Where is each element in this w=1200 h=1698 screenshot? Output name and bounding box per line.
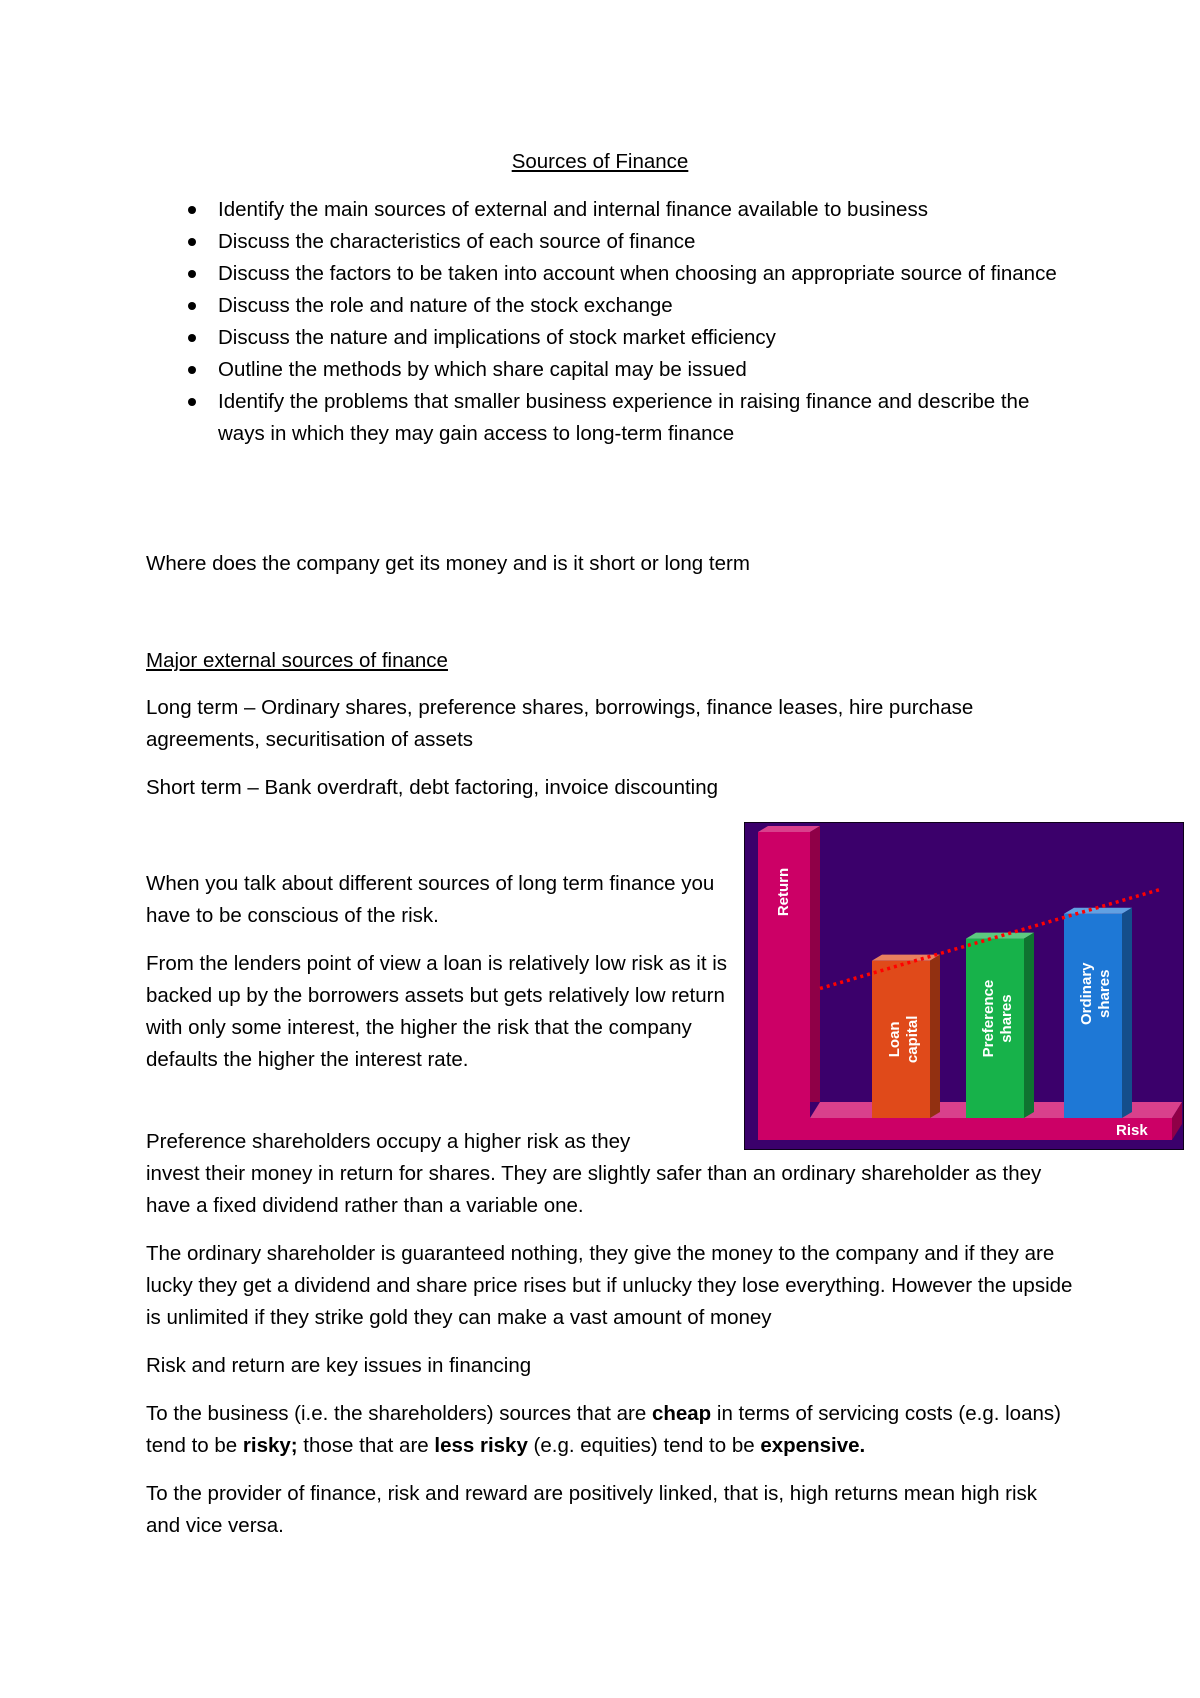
bar-label-line: Preference [980,979,997,1058]
external-sources-heading: Major external sources of finance [146,649,448,672]
risk-intro-paragraph: When you talk about different sources of long term finance you have to be conscious of the risk. [146,872,715,927]
bar-label-line: shares [998,994,1015,1043]
bold-risky: risky; [242,1434,298,1457]
bullet-icon [188,238,196,246]
bullet-icon [188,398,196,406]
lenders-paragraph: From the lenders point of view a loan is relatively low risk as it is backed up by the borrowers assets but gets relatively low return with only some interest, the higher the risk that the company defaults the higher the interest rate. [146,952,728,1071]
bar-side [1024,933,1034,1118]
list-item: Identify the problems that smaller business experience in raising finance and describe the ways in which they may gain access to long-term finance [218,386,1068,450]
bold-expensive: expensive. [760,1434,866,1457]
bar [872,955,940,1118]
bold-cheap: cheap [651,1402,712,1425]
objectives-list [218,194,1068,450]
bar [1064,908,1132,1118]
question-paragraph: Where does the company get its money and is it short or long term [146,552,750,575]
list-item: Discuss the factors to be taken into account when choosing an appropriate source of finance [218,258,1068,290]
bold-less-risky: less risky [434,1434,528,1457]
bar-label-line: Ordinary [1078,962,1095,1026]
provider-paragraph: To the provider of finance, risk and reward are positively linked, that is, high returns mean high risk and vice versa. [146,1482,1038,1537]
list-item: Outline the methods by which share capital may be issued [218,354,1068,386]
y-axis-side-face [810,826,820,1102]
bullet-icon [188,270,196,278]
short-term-paragraph: Short term – Bank overdraft, debt factoring, invoice discounting [146,776,719,799]
list-item: Discuss the characteristics of each source of finance [218,226,1068,258]
list-item: Discuss the nature and implications of stock market efficiency [218,322,1068,354]
bar-label-line: capital [904,1015,921,1064]
preference-paragraph-first-line: Preference shareholders occupy a higher risk as they [146,1130,631,1153]
risk-return-chart-svg [744,822,1184,1150]
page-title: Sources of Finance [511,150,689,173]
risk-return-paragraph: Risk and return are key issues in financing [146,1354,532,1377]
bullet-icon [188,366,196,374]
list-item: Discuss the role and nature of the stock exchange [218,290,1068,322]
y-axis-label: Return [774,867,792,917]
bar-label-line: shares [1096,969,1113,1018]
list-item: Identify the main sources of external and internal finance available to business [218,194,1068,226]
bar-side [1122,908,1132,1118]
bar-label [1078,962,1113,1025]
bullet-icon [188,206,196,214]
x-axis-label: Risk [1116,1122,1148,1139]
bar-side [930,955,940,1118]
long-term-paragraph: Long term – Ordinary shares, preference shares, borrowings, finance leases, hire purchase agreements, securitisation of assets [146,696,974,751]
bar-label-line: Loan [886,1021,903,1058]
bullet-icon [188,334,196,342]
ordinary-paragraph: The ordinary shareholder is guaranteed nothing, they give the money to the company and if they are lucky they get a dividend and share price rises but if unlucky they lose everything. However the upside is unlimited if they strike gold they can make a vast amount of money [146,1242,1073,1329]
preference-paragraph: invest their money in return for shares. They are slightly safer than an ordinary shareholder as they have a fixed dividend rather than a variable one. [146,1162,1042,1217]
y-axis-top-face [758,826,820,832]
bar-top [966,933,1034,939]
business-paragraph: To the business (i.e. the shareholders) sources that are cheap in terms of servicing costs (e.g. loans) tend to be risky; those that are less risky (e.g. equities) tend to be expensive. [146,1402,1061,1457]
risk-return-chart [744,822,1184,1150]
bar-label [886,1016,921,1064]
bullet-icon [188,302,196,310]
bar [966,933,1034,1118]
